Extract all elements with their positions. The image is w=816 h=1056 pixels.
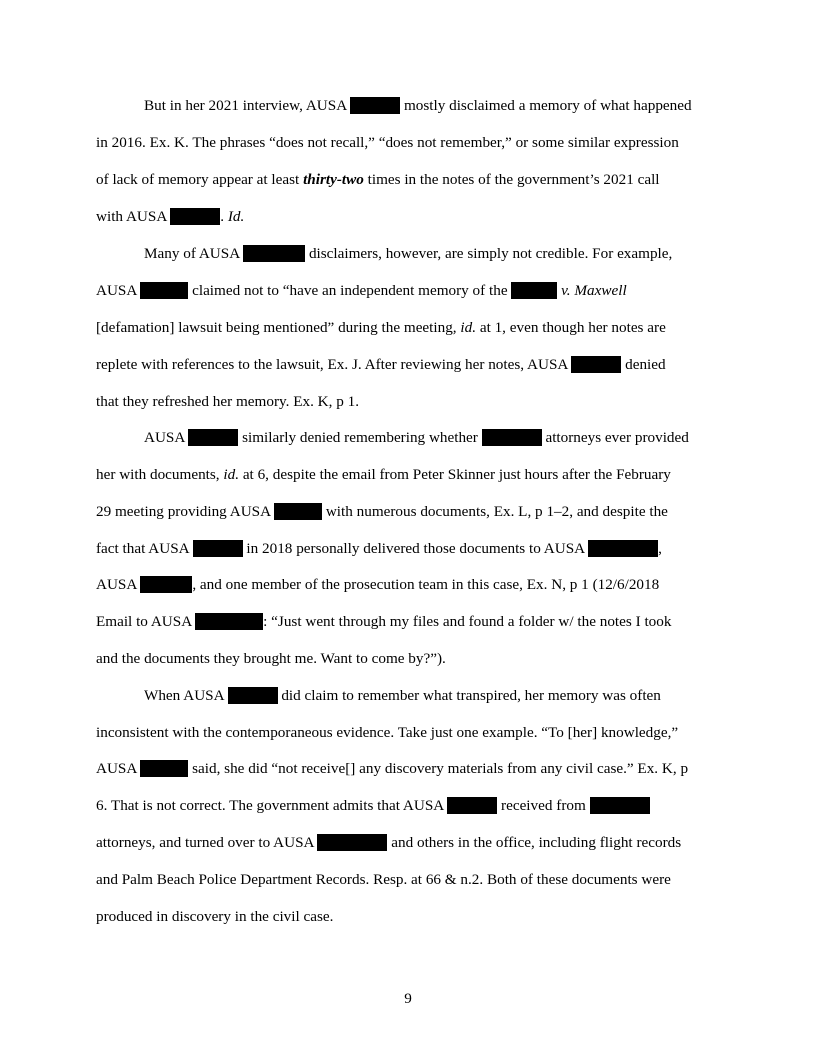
text-line: 29 meeting providing AUSA with numerous documents, Ex. L, p 1–2, and despite the: [96, 503, 668, 520]
redaction-box: [195, 613, 263, 630]
redaction-box: [170, 208, 220, 225]
redaction-box: [140, 760, 188, 777]
redaction-box: [590, 797, 650, 814]
text-line: AUSA claimed not to “have an independent memory of the v. Maxwell: [96, 282, 627, 299]
text-line: with AUSA . Id.: [96, 208, 245, 225]
text-line: AUSA , and one member of the prosecution team in this case, Ex. N, p 1 (12/6/2018: [96, 576, 660, 593]
text-line: that they refreshed her memory. Ex. K, p 1.: [96, 393, 360, 410]
redaction-box: [140, 576, 192, 593]
redaction-box: [228, 687, 278, 704]
redaction-box: [193, 540, 243, 557]
text-line: When AUSA did claim to remember what transpired, her memory was often: [144, 687, 661, 704]
text-line: inconsistent with the contemporaneous evidence. Take just one example. “To [her] knowledge,”: [96, 724, 679, 741]
text-line: her with documents, id. at 6, despite the email from Peter Skinner just hours after the February: [96, 466, 671, 483]
redaction-box: [511, 282, 557, 299]
text-line: AUSA said, she did “not receive[] any discovery materials from any civil case.” Ex. K, p: [96, 760, 689, 777]
text-line: and Palm Beach Police Department Records. Resp. at 66 & n.2. Both of these documents were: [96, 871, 671, 888]
redaction-box: [243, 245, 305, 262]
text-line: Many of AUSA disclaimers, however, are simply not credible. For example,: [144, 245, 673, 262]
text-line: AUSA similarly denied remembering whether attorneys ever provided: [144, 429, 689, 446]
text-line: attorneys, and turned over to AUSA and others in the office, including flight records: [96, 834, 682, 851]
redaction-box: [317, 834, 387, 851]
text-line: replete with references to the lawsuit, Ex. J. After reviewing her notes, AUSA denied: [96, 356, 666, 373]
text-line: of lack of memory appear at least thirty-two times in the notes of the government’s 2021 call: [96, 171, 660, 188]
emphasis-text: thirty-two: [303, 171, 364, 188]
redaction-box: [350, 97, 400, 114]
text-line: and the documents they brought me. Want to come by?”).: [96, 650, 446, 667]
redaction-box: [188, 429, 238, 446]
redaction-box: [140, 282, 188, 299]
redaction-box: [447, 797, 497, 814]
redaction-box: [571, 356, 621, 373]
redaction-box: [482, 429, 542, 446]
page-number: 9: [404, 990, 412, 1007]
redaction-box: [274, 503, 322, 520]
text-line: produced in discovery in the civil case.: [96, 908, 334, 925]
text-line: [defamation] lawsuit being mentioned” during the meeting, id. at 1, even though her notes are: [96, 319, 666, 336]
text-line: 6. That is not correct. The government admits that AUSA received from: [96, 797, 650, 815]
text-line: fact that AUSA in 2018 personally delivered those documents to AUSA ,: [96, 540, 662, 557]
text-line: But in her 2021 interview, AUSA mostly disclaimed a memory of what happened: [144, 97, 692, 114]
text-line: Email to AUSA : “Just went through my files and found a folder w/ the notes I took: [96, 613, 672, 630]
text-line: in 2016. Ex. K. The phrases “does not recall,” “does not remember,” or some similar expression: [96, 134, 679, 151]
redaction-box: [588, 540, 658, 557]
